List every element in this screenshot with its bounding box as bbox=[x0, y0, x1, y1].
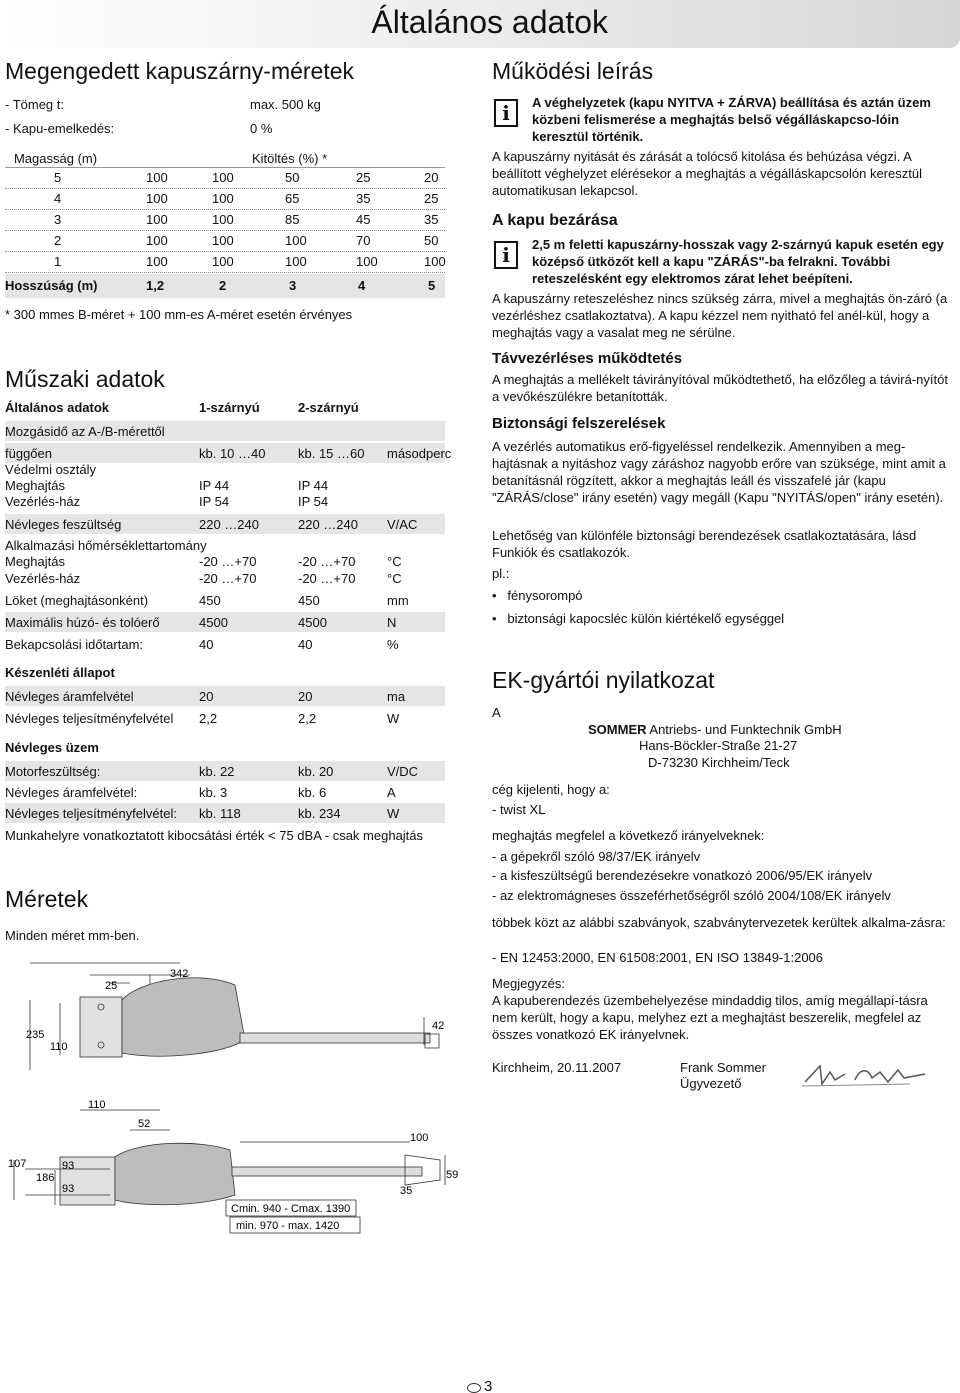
spec-label: Névleges áramfelvétel: bbox=[5, 785, 138, 800]
dim-110a: 110 bbox=[50, 1041, 68, 1053]
spec-label: Alkalmazási hőmérséklettartomány bbox=[5, 538, 207, 553]
dim-35: 35 bbox=[400, 1185, 413, 1197]
spec-value: -20 …+70 bbox=[298, 571, 356, 586]
spec-value: 450 bbox=[199, 593, 221, 608]
table-cell: 100 bbox=[146, 170, 168, 185]
safety-text2: Lehetőség van különféle biztonsági berendezések csatlakoztatására, lásd Funkiók és csatlakozók. bbox=[492, 528, 917, 560]
company-rest: Antriebs- und Funktechnik GmbH bbox=[646, 722, 842, 737]
table-cell: 3 bbox=[54, 212, 62, 227]
dim-25: 25 bbox=[105, 980, 118, 992]
op-text: A kapuszárny nyitását és zárását a tolócső kitolása és behúzása végzi. A beállított véghelyzet elérésekor a meghajtás a végálláskapcsolón keresztül automatikusan lekapcsol. bbox=[492, 149, 922, 198]
page-number: 3 bbox=[484, 1378, 493, 1393]
spec-label: Vezérlés-ház bbox=[5, 571, 81, 586]
dim-min: min. 970 - max. 1420 bbox=[236, 1220, 340, 1232]
table-cell: 2 bbox=[54, 233, 62, 248]
spec-value: 450 bbox=[298, 593, 320, 608]
length-cell: 3 bbox=[289, 278, 297, 293]
table-cell: 100 bbox=[285, 254, 307, 269]
dim-52: 52 bbox=[138, 1118, 151, 1130]
spec-label: függően bbox=[5, 446, 52, 461]
section-title-tech: Műszaki adatok bbox=[5, 366, 165, 392]
nominal-title: Névleges üzem bbox=[5, 740, 99, 755]
spec-label: Bekapcsolási időtartam: bbox=[5, 637, 144, 652]
safety-title: Biztonsági felszerelések bbox=[492, 415, 666, 432]
dim-93b: 93 bbox=[62, 1183, 75, 1195]
street: Hans-Böckler-Straße 21-27 bbox=[639, 738, 798, 753]
section-title-operation: Működési leírás bbox=[492, 58, 654, 84]
section-title-gate-sizes: Megengedett kapuszárny-méretek bbox=[5, 58, 355, 84]
close-title: A kapu bezárása bbox=[492, 212, 618, 229]
spec-unit: % bbox=[387, 637, 399, 652]
tech-head-single: 1-szárnyú bbox=[199, 400, 260, 415]
note-text: A kapuberendezés üzembehelyezése mindaddig tilos, amíg megállapí-tásra nem került, hogy a kapu, melyhez ezt a meghajtást beszerelik, megfelel az összes vonatkozó EK irányelvnek. bbox=[492, 993, 928, 1042]
spec-unit: °C bbox=[387, 571, 402, 586]
spec-value: 4500 bbox=[199, 615, 228, 630]
spec-value: IP 54 bbox=[199, 494, 230, 509]
dim-107: 107 bbox=[8, 1158, 27, 1170]
spec-value: 40 bbox=[199, 637, 214, 652]
spec-value: 4500 bbox=[298, 615, 327, 630]
table-row-divider bbox=[5, 209, 445, 210]
info-icon: i bbox=[494, 99, 518, 127]
product: - twist XL bbox=[492, 802, 546, 817]
spec-value: -20 …+70 bbox=[199, 554, 257, 569]
close-info-text: 2,5 m feletti kapuszárny-hosszak vagy 2-szárnyú kapuk esetén egy középső ütközőt kell a kapu "ZÁRÁS"-ba felrakni. További reteszelésként egy elektromos zárat lehet beépíteni. bbox=[532, 237, 944, 286]
city: D-73230 Kirchheim/Teck bbox=[648, 755, 790, 770]
signer-role: Ügyvezető bbox=[680, 1076, 742, 1091]
spec-value: 40 bbox=[298, 637, 313, 652]
spec-value: kb. 3 bbox=[199, 785, 228, 800]
spec-value: kb. 10 …40 bbox=[199, 446, 266, 461]
spec-value: 20 bbox=[298, 689, 313, 704]
table-cell: 100 bbox=[212, 233, 234, 248]
incline-label: - Kapu-emelkedés: bbox=[5, 121, 115, 136]
incline-value: 0 % bbox=[250, 121, 273, 136]
table-height-header: Magasság (m) bbox=[14, 151, 98, 166]
place-date: Kirchheim, 20.11.2007 bbox=[492, 1060, 622, 1075]
table-row-divider bbox=[5, 230, 445, 231]
dim-235: 235 bbox=[26, 1029, 45, 1041]
table-cell: 100 bbox=[424, 254, 446, 269]
spec-value: kb. 15 …60 bbox=[298, 446, 365, 461]
dim-59: 59 bbox=[446, 1169, 459, 1181]
spec-unit: °C bbox=[387, 554, 402, 569]
spec-unit: V/AC bbox=[387, 517, 418, 532]
dim-342: 342 bbox=[170, 968, 189, 980]
spec-unit: mm bbox=[387, 593, 409, 608]
table-cell: 100 bbox=[356, 254, 378, 269]
bullet-item: • fénysorompó bbox=[492, 588, 583, 603]
dimension-drawing bbox=[0, 945, 470, 1235]
spec-value: IP 44 bbox=[199, 478, 230, 493]
table-cell: 5 bbox=[54, 170, 62, 185]
op-info-text: A véghelyzetek (kapu NYITVA + ZÁRVA) beállítása és aztán üzem közbeni felismerése a meghajtás belső végálláskapcso-lóin keresztül történik. bbox=[532, 95, 931, 144]
signer: Frank Sommer bbox=[680, 1060, 766, 1075]
spec-unit: V/DC bbox=[387, 764, 419, 779]
length-cell: 5 bbox=[428, 278, 436, 293]
dim-100: 100 bbox=[410, 1132, 429, 1144]
spec-label: Névleges teljesítményfelvétel: bbox=[5, 806, 177, 821]
directive: - az elektromágneses összeférhetőségről szóló 2004/108/EK irányelv bbox=[492, 888, 891, 903]
spec-value: -20 …+70 bbox=[199, 571, 257, 586]
table-row-divider bbox=[5, 272, 445, 273]
table-cell: 85 bbox=[285, 212, 300, 227]
length-cell: 4 bbox=[358, 278, 366, 293]
table-cell: 100 bbox=[212, 254, 234, 269]
table-cell: 35 bbox=[356, 191, 371, 206]
length-cell: 2 bbox=[219, 278, 227, 293]
table-cell: 100 bbox=[146, 233, 168, 248]
spec-value: 20 bbox=[199, 689, 214, 704]
safety-text: A vezérlés automatikus erő-figyeléssel rendelkezik. Amennyiben a meg-hajtásnak a nyitáshoz vagy záráshoz nagyobb erőre van szüksége, mint amit a betanításnál rögzített, akkor a meghajtás leáll és visszafelé jár (kapu "ZÁRÁS/close" irány esetén) vagy megáll (Kapu "NYITÁS/open" irány esetén). bbox=[492, 439, 946, 505]
table-cell: 100 bbox=[146, 254, 168, 269]
spec-value: 220 …240 bbox=[298, 517, 358, 532]
footnote: * 300 mmes B-méret + 100 mm-es A-méret esetén érvényes bbox=[5, 307, 353, 322]
table-cell: 65 bbox=[285, 191, 300, 206]
ek-a: A bbox=[492, 705, 501, 720]
table-cell: 100 bbox=[146, 212, 168, 227]
spec-value: IP 54 bbox=[298, 494, 329, 509]
table-cell: 45 bbox=[356, 212, 371, 227]
tech-head-general: Általános adatok bbox=[5, 400, 110, 415]
standards-intro: többek közt az alábbi szabványok, szabványtervezetek kerültek alkalma-zásra: bbox=[492, 915, 946, 930]
table-row-divider bbox=[5, 188, 445, 189]
dim-93a: 93 bbox=[62, 1160, 75, 1172]
close-text: A kapuszárny reteszeléshez nincs szükség zárra, mivel a meghajtás ön-záró (a vezérléshez csatlakoztatva). A kapu kézzel nem nyitható fel anél-kül, hogy a meghajtás vagy a vasalat meg ne sérülne. bbox=[492, 291, 948, 340]
dim-186: 186 bbox=[36, 1172, 55, 1184]
note-title: Megjegyzés: bbox=[492, 976, 565, 991]
bullet-text: biztonsági kapocsléc külön kiértékelő egységgel bbox=[507, 611, 785, 626]
table-rule bbox=[5, 167, 445, 168]
spec-value: 2,2 bbox=[199, 711, 218, 726]
info-icon: i bbox=[494, 241, 518, 269]
spec-label: Vezérlés-ház bbox=[5, 494, 81, 509]
table-cell: 25 bbox=[356, 170, 371, 185]
spec-label: Meghajtás bbox=[5, 478, 65, 493]
spec-label: Névleges feszültség bbox=[5, 517, 122, 532]
spec-value: IP 44 bbox=[298, 478, 329, 493]
dim-42: 42 bbox=[432, 1020, 445, 1032]
spec-label: Mozgásidő az A-/B-mérettől bbox=[5, 424, 165, 439]
spec-value: 2,2 bbox=[298, 711, 317, 726]
table-cell: 25 bbox=[424, 191, 439, 206]
company bbox=[588, 722, 842, 737]
directive: - a gépekről szóló 98/37/EK irányelv bbox=[492, 849, 701, 864]
remote-title: Távvezérléses működtetés bbox=[492, 350, 683, 367]
spec-value: kb. 234 bbox=[298, 806, 341, 821]
spec-label: Maximális húzó- és tolóerő bbox=[5, 615, 160, 630]
spec-unit: N bbox=[387, 615, 397, 630]
length-label: Hosszúság (m) bbox=[5, 278, 98, 293]
page-title: Általános adatok bbox=[371, 4, 608, 40]
declares: cég kijelenti, hogy a: bbox=[492, 782, 610, 797]
spec-unit: W bbox=[387, 806, 400, 821]
spec-value: kb. 22 bbox=[199, 764, 235, 779]
table-cell: 1 bbox=[54, 254, 62, 269]
spec-label: Motorfeszültség: bbox=[5, 764, 101, 779]
spec-unit: W bbox=[387, 711, 400, 726]
dims-note: Minden méret mm-ben. bbox=[5, 928, 140, 943]
table-cell: 50 bbox=[285, 170, 300, 185]
noise-note: Munkahelyre vonatkoztatott kibocsátási érték < 75 dBA - csak meghajtás bbox=[5, 828, 424, 843]
spec-value: 220 …240 bbox=[199, 517, 259, 532]
table-cell: 70 bbox=[356, 233, 371, 248]
spec-value: -20 …+70 bbox=[298, 554, 356, 569]
tech-head-double: 2-szárnyú bbox=[298, 400, 359, 415]
spec-label: Meghajtás bbox=[5, 554, 65, 569]
signature-image bbox=[800, 1060, 930, 1092]
table-cell: 100 bbox=[212, 191, 234, 206]
standby-title: Készenléti állapot bbox=[5, 665, 115, 680]
remote-text: A meghajtás a mellékelt távirányítóval működtethető, ha előzőleg a távirá-nyítót a vevőkészülékre betanították. bbox=[492, 372, 948, 404]
spec-label: Védelmi osztály bbox=[5, 462, 97, 477]
spec-unit: másodperc bbox=[387, 446, 452, 461]
length-cell: 1,2 bbox=[146, 278, 165, 293]
section-title-dims: Méretek bbox=[5, 886, 89, 912]
table-cell: 4 bbox=[54, 191, 62, 206]
spec-value: kb. 6 bbox=[298, 785, 327, 800]
spec-value: kb. 118 bbox=[199, 806, 241, 821]
table-cell: 100 bbox=[212, 212, 234, 227]
company-bold: SOMMER bbox=[588, 722, 647, 737]
dim-cmin: Cmin. 940 - Cmax. 1390 bbox=[231, 1203, 351, 1215]
table-row-divider bbox=[5, 251, 445, 252]
table-cell: 50 bbox=[424, 233, 439, 248]
table-cell: 20 bbox=[424, 170, 439, 185]
spec-value: kb. 20 bbox=[298, 764, 334, 779]
spec-label: Löket (meghajtásonként) bbox=[5, 593, 149, 608]
directive: - a kisfeszültségű berendezésekre vonatkozó 2006/95/EK irányelv bbox=[492, 868, 873, 883]
weight-label: - Tömeg t: bbox=[5, 97, 65, 112]
table-cell: 100 bbox=[212, 170, 234, 185]
spec-unit: ma bbox=[387, 689, 406, 704]
bullet-item: • biztonsági kapocsléc külön kiértékelő egységgel bbox=[492, 611, 785, 626]
table-cell: 100 bbox=[146, 191, 168, 206]
spec-label: Névleges teljesítményfelvétel bbox=[5, 711, 174, 726]
spec-unit: A bbox=[387, 785, 396, 800]
weight-value: max. 500 kg bbox=[250, 97, 321, 112]
conforms: meghajtás megfelel a következő irányelveknek: bbox=[492, 828, 765, 843]
bullet-text: fénysorompó bbox=[507, 588, 583, 603]
standards: - EN 12453:2000, EN 61508:2001, EN ISO 13849-1:2006 bbox=[492, 950, 824, 965]
table-cell: 35 bbox=[424, 212, 439, 227]
section-title-ek: EK-gyártói nyilatkozat bbox=[492, 667, 715, 693]
language-flag-icon bbox=[467, 1383, 481, 1393]
table-cell: 100 bbox=[285, 233, 307, 248]
spec-label: Névleges áramfelvétel bbox=[5, 689, 134, 704]
table-fill-header: Kitöltés (%) * bbox=[252, 151, 328, 166]
example-label: pl.: bbox=[492, 566, 510, 581]
dim-110b: 110 bbox=[88, 1099, 106, 1111]
